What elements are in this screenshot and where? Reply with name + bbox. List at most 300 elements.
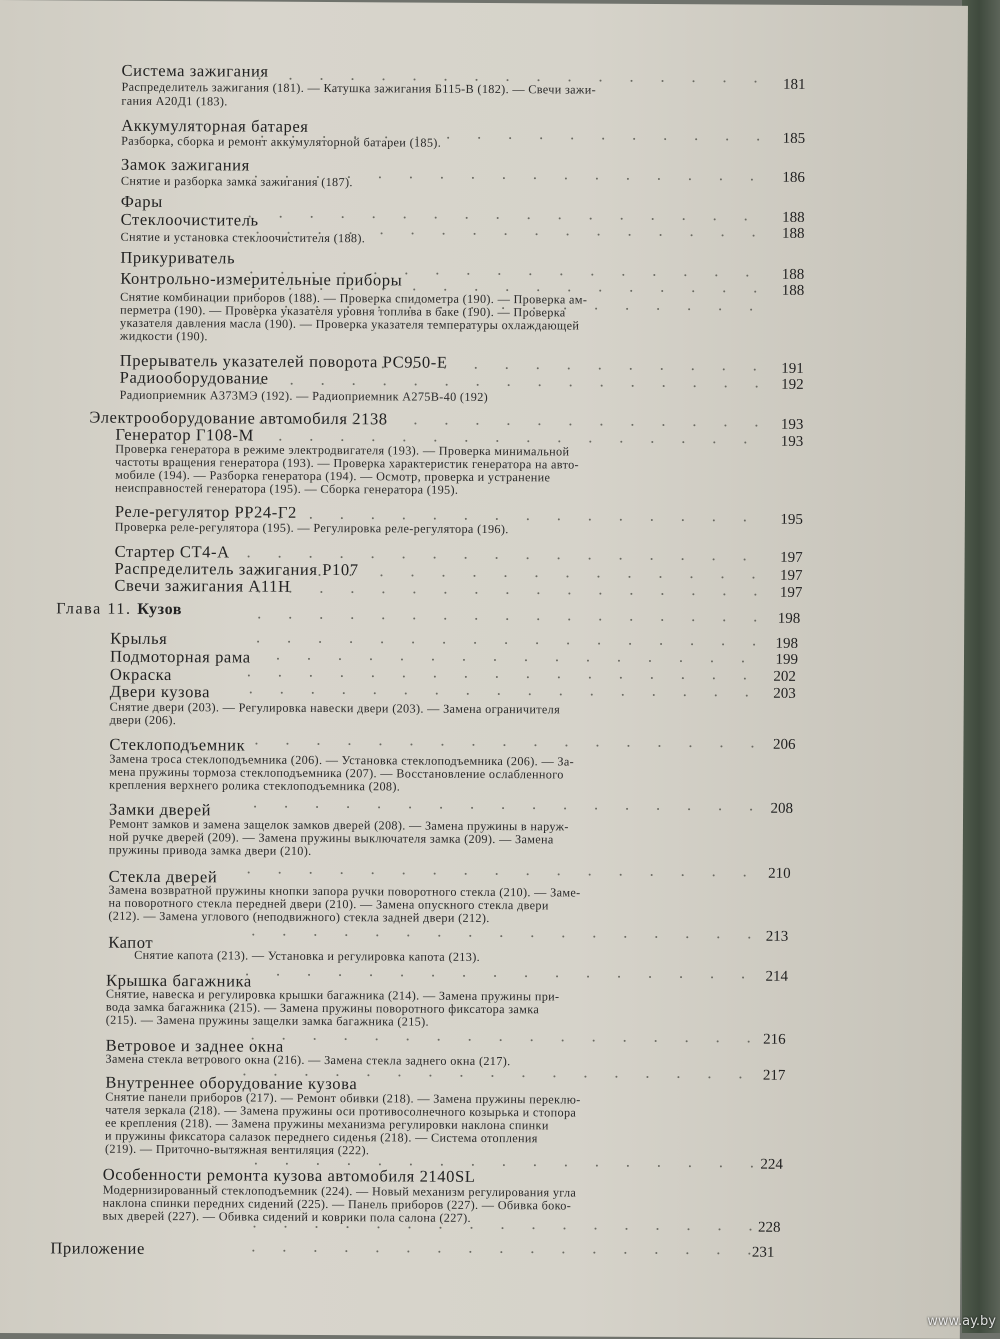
dot-leader <box>565 744 567 746</box>
dot-leader <box>531 1039 533 1041</box>
dot-leader <box>536 642 538 644</box>
dot-leader <box>429 1075 431 1077</box>
dot-leader <box>308 658 310 660</box>
dot-leader <box>744 442 746 444</box>
dot-leader <box>407 1251 409 1253</box>
dot-leader <box>618 976 620 978</box>
dot-leader <box>350 232 352 234</box>
dot-leader <box>630 368 632 370</box>
dot-leader <box>498 693 500 695</box>
dot-leader <box>435 217 437 219</box>
dot-leader <box>289 366 291 368</box>
dot-leader <box>723 619 725 621</box>
dot-leader <box>445 423 447 425</box>
dot-leader <box>320 366 322 368</box>
dot-leader <box>416 137 418 139</box>
dot-leader <box>477 384 479 386</box>
dot-leader <box>597 576 599 578</box>
dot-leader <box>723 368 725 370</box>
dot-leader <box>469 1251 471 1253</box>
dot-leader <box>589 519 591 521</box>
dot-leader <box>413 618 415 620</box>
dot-leader <box>660 643 662 645</box>
dot-leader <box>628 576 630 578</box>
dot-leader <box>595 308 597 310</box>
dot-leader <box>533 807 535 809</box>
toc-heading: Стеклоочиститель <box>121 210 259 231</box>
dot-leader <box>370 658 372 660</box>
dot-leader <box>288 641 290 643</box>
dot-leader <box>584 1076 586 1078</box>
dot-leader <box>714 218 716 220</box>
toc-page-number: 199 <box>758 652 798 669</box>
dot-leader <box>322 383 324 385</box>
dot-leader <box>413 289 415 291</box>
dot-leader <box>757 139 759 141</box>
dot-leader <box>594 1228 596 1230</box>
dot-leader <box>248 872 250 874</box>
dot-leader <box>649 660 651 662</box>
dot-leader <box>384 383 386 385</box>
toc-page-number: 192 <box>764 377 804 394</box>
toc-subitem: Снятие комбинации приборов (188). — Проверка спидометра (190). — Проверка ам- <box>120 291 587 307</box>
toc-subitem: Проверка реле-регулятора (195). — Регулировка реле-регулятора (196). <box>115 521 509 536</box>
dot-leader <box>502 1227 504 1229</box>
dot-leader <box>286 1163 288 1165</box>
dot-leader <box>622 694 624 696</box>
dot-leader <box>689 1165 691 1167</box>
toc-heading: Прерыватель указателей поворота РС950-Е <box>120 351 448 373</box>
dot-leader <box>720 1165 722 1167</box>
dot-leader <box>630 593 632 595</box>
dot-leader <box>254 1226 256 1228</box>
dot-leader <box>618 660 620 662</box>
dot-leader <box>279 517 281 519</box>
dot-leader <box>662 80 664 82</box>
dot-leader <box>534 177 536 179</box>
dot-leader <box>723 290 725 292</box>
toc-heading: Контрольно-измерительные приборы <box>120 269 402 291</box>
dot-leader <box>570 384 572 386</box>
dot-leader <box>631 424 633 426</box>
dot-leader <box>658 178 660 180</box>
dot-leader <box>722 234 724 236</box>
dot-leader <box>255 176 257 178</box>
toc-page-number: 188 <box>765 210 805 227</box>
dot-leader <box>382 591 384 593</box>
dot-leader <box>403 675 405 677</box>
dot-leader <box>739 1077 741 1079</box>
dot-leader <box>690 576 692 578</box>
dot-leader <box>751 179 753 181</box>
dot-leader <box>755 425 757 427</box>
dot-leader <box>411 575 413 577</box>
toc-subitem: вых дверей (227). — Обивка сидений и коврики пола салона (227). <box>103 1210 471 1225</box>
dot-leader <box>279 439 281 441</box>
dot-leader <box>686 1040 688 1042</box>
dot-leader <box>444 367 446 369</box>
dot-leader <box>474 233 476 235</box>
dot-leader <box>556 659 558 661</box>
dot-leader <box>507 423 509 425</box>
dot-leader <box>566 575 568 577</box>
dot-leader <box>403 872 405 874</box>
dot-leader <box>343 692 345 694</box>
dot-leader <box>373 216 375 218</box>
dot-leader <box>412 642 414 644</box>
dot-leader <box>751 746 753 748</box>
dot-leader <box>503 177 505 179</box>
dot-leader <box>379 743 381 745</box>
dot-leader <box>507 79 509 81</box>
dot-leader <box>750 809 752 811</box>
dot-leader <box>310 517 312 519</box>
dot-leader <box>689 745 691 747</box>
dot-leader <box>540 137 542 139</box>
dot-leader <box>434 440 436 442</box>
dot-leader <box>382 617 384 619</box>
dot-leader <box>620 519 622 521</box>
dot-leader <box>413 367 415 369</box>
dot-leader <box>351 366 353 368</box>
dot-leader <box>687 1228 689 1230</box>
dot-leader <box>753 235 755 237</box>
dot-leader <box>465 873 467 875</box>
toc-subitem: вода замка багажника (215). — Замена пружины поворотного фиксатора замка <box>106 1001 539 1017</box>
dot-leader <box>569 79 571 81</box>
dot-leader <box>259 78 261 80</box>
dot-leader <box>715 274 717 276</box>
dot-leader <box>749 1229 751 1231</box>
toc-subitem: мобиле (194). — Разборка генератора (194). — Осмотр, проверка и устранение <box>115 469 550 485</box>
dot-leader <box>646 1076 648 1078</box>
dot-leader <box>497 217 499 219</box>
dot-leader <box>342 216 344 218</box>
toc-subitem: неисправностей генератора (195). — Сборка генератора (195). <box>115 482 458 497</box>
dot-leader <box>713 441 715 443</box>
toc-page-number: 208 <box>753 801 793 818</box>
dot-leader <box>434 557 436 559</box>
dot-leader <box>252 1250 254 1252</box>
toc-heading: Подмоторная рама <box>110 647 251 668</box>
dot-leader <box>568 367 570 369</box>
dot-leader <box>713 874 715 876</box>
dot-leader <box>627 178 629 180</box>
toc-page-number: 210 <box>751 866 791 883</box>
dot-leader <box>692 290 694 292</box>
toc-page-number: 197 <box>762 568 802 585</box>
dot-leader <box>722 643 724 645</box>
dot-leader <box>372 872 374 874</box>
dot-leader <box>508 384 510 386</box>
dot-leader <box>446 384 448 386</box>
dot-leader <box>258 366 260 368</box>
dot-leader <box>745 219 747 221</box>
dot-leader <box>615 1076 617 1078</box>
dot-leader <box>565 1164 567 1166</box>
dot-leader <box>564 807 566 809</box>
dot-leader <box>261 136 263 138</box>
dot-leader <box>281 272 283 274</box>
dot-leader <box>498 273 500 275</box>
dot-leader <box>694 385 696 387</box>
dot-leader <box>378 806 380 808</box>
toc-heading: Внутреннее оборудование кузова <box>105 1073 357 1095</box>
dot-leader <box>529 273 531 275</box>
toc-page-number: 213 <box>748 929 788 946</box>
dot-leader <box>538 423 540 425</box>
dot-leader <box>746 275 748 277</box>
dot-leader <box>440 807 442 809</box>
dot-leader <box>345 1038 347 1040</box>
dot-leader <box>310 675 312 677</box>
dot-leader <box>500 1039 502 1041</box>
dot-leader <box>553 1075 555 1077</box>
dot-leader <box>471 807 473 809</box>
toc-subitem: Снятие двери (203). — Регулировка навески двери (203). — Замена ограничителя <box>110 701 560 717</box>
dot-leader <box>436 693 438 695</box>
dot-leader <box>287 574 289 576</box>
toc-subitem: Снятие капота (213). — Установка и регулировка капота (213). <box>134 949 480 964</box>
dot-leader <box>310 872 312 874</box>
dot-leader <box>308 974 310 976</box>
dot-leader <box>744 559 746 561</box>
dot-leader <box>629 234 631 236</box>
dot-leader <box>750 309 752 311</box>
dot-leader <box>531 935 533 937</box>
dot-leader <box>620 441 622 443</box>
dot-leader <box>336 1074 338 1076</box>
dot-leader <box>343 272 345 274</box>
dot-leader <box>624 1040 626 1042</box>
dot-leader <box>320 591 322 593</box>
dot-leader <box>664 138 666 140</box>
dot-leader <box>290 422 292 424</box>
dot-leader <box>744 520 746 522</box>
dot-leader <box>279 675 281 677</box>
dot-leader <box>568 592 570 594</box>
toc-page-number: 231 <box>734 1245 774 1262</box>
toc-heading: Прикуриватель <box>120 248 235 269</box>
dot-leader <box>310 556 312 558</box>
toc-subitem: двери (206). <box>110 714 177 727</box>
dot-leader <box>353 383 355 385</box>
toc-page-number: 188 <box>764 267 804 284</box>
dot-leader <box>559 217 561 219</box>
dot-leader <box>257 641 259 643</box>
toc-section-heading: Электрооборудование автомобиля 2138 <box>89 408 387 430</box>
dot-leader <box>319 232 321 234</box>
dot-leader <box>345 1250 347 1252</box>
dot-leader <box>528 217 530 219</box>
dot-leader <box>527 518 529 520</box>
dot-leader <box>305 1074 307 1076</box>
dot-leader <box>248 675 250 677</box>
dot-leader <box>562 1039 564 1041</box>
dot-leader <box>556 975 558 977</box>
dot-leader <box>443 642 445 644</box>
dot-leader <box>372 675 374 677</box>
dot-leader <box>622 274 624 276</box>
dot-leader <box>321 422 323 424</box>
dot-leader <box>527 676 529 678</box>
toc-subitem: Ремонт замков и замена защелок замков дверей (208). — Замена пружины в наруж- <box>109 818 569 834</box>
dot-leader <box>463 659 465 661</box>
toc-subitem: Радиоприемник А373МЭ (192). — Радиоприемник А275В-40 (192) <box>120 389 489 404</box>
dot-leader <box>751 1166 753 1168</box>
dot-leader <box>317 176 319 178</box>
dot-leader <box>525 975 527 977</box>
dot-leader <box>599 593 601 595</box>
dot-leader <box>465 557 467 559</box>
dot-leader <box>254 806 256 808</box>
dot-leader <box>596 745 598 747</box>
dot-leader <box>434 873 436 875</box>
dot-leader <box>290 78 292 80</box>
dot-leader <box>591 274 593 276</box>
dot-leader <box>753 644 755 646</box>
dot-leader <box>500 935 502 937</box>
toc-page-number: 214 <box>748 969 788 986</box>
dot-leader <box>754 291 756 293</box>
toc-subitem: Модернизированный стеклоподъемник (224). — Новый механизм регулирования угла <box>103 1184 577 1200</box>
dot-leader <box>314 1038 316 1040</box>
dot-leader <box>350 641 352 643</box>
dot-leader <box>473 575 475 577</box>
dot-leader <box>255 743 257 745</box>
dot-leader <box>404 216 406 218</box>
dot-leader <box>562 1251 564 1253</box>
dot-leader <box>713 558 715 560</box>
dot-leader <box>686 1252 688 1254</box>
dot-leader <box>345 934 347 936</box>
toc-page-number: 216 <box>746 1032 786 1049</box>
dot-leader <box>341 872 343 874</box>
dot-leader <box>655 936 657 938</box>
dot-leader <box>258 591 260 593</box>
dot-leader <box>496 676 498 678</box>
toc-subitem: перметра (190). — Проверка указателя уровня топлива в баке (190). — Проверка <box>120 304 566 320</box>
dot-leader <box>476 79 478 81</box>
dot-leader <box>381 641 383 643</box>
dot-leader <box>280 216 282 218</box>
dot-leader <box>374 692 376 694</box>
toc-subitem: (212). — Замена углового (неподвижного) стекла задней двери (212). <box>108 910 489 925</box>
dot-leader <box>651 874 653 876</box>
dot-leader <box>717 1252 719 1254</box>
dot-leader <box>558 557 560 559</box>
dot-leader <box>316 1226 318 1228</box>
toc-page-number: 191 <box>764 361 804 378</box>
toc-heading: Стартер СТ4-А <box>115 542 230 563</box>
dot-leader <box>661 593 663 595</box>
dot-leader <box>718 1228 720 1230</box>
dot-leader <box>476 423 478 425</box>
dot-leader <box>527 873 529 875</box>
toc-page-number: 224 <box>743 1157 783 1174</box>
toc-subitem: крепления верхнего ролика стеклоподъемника (208). <box>109 779 400 794</box>
dot-leader <box>409 1227 411 1229</box>
dot-leader <box>754 620 756 622</box>
dot-leader <box>689 178 691 180</box>
toc-page-number: 203 <box>756 686 796 703</box>
dot-leader <box>256 574 258 576</box>
dot-leader <box>651 519 653 521</box>
dot-leaders <box>0 0 968 6</box>
dot-leader <box>348 176 350 178</box>
toc-page-number: 188 <box>765 226 805 243</box>
dot-leader <box>383 422 385 424</box>
dot-leader <box>341 556 343 558</box>
toc-page-number: 186 <box>765 170 805 187</box>
dot-leader <box>444 618 446 620</box>
dot-leader <box>243 1074 245 1076</box>
dot-leader <box>652 218 654 220</box>
dot-leader <box>352 422 354 424</box>
toc-heading: Система зажигания <box>122 61 269 82</box>
dot-leader <box>692 619 694 621</box>
dot-leader <box>658 745 660 747</box>
dot-leader <box>349 574 351 576</box>
dot-leader <box>312 272 314 274</box>
dot-leader <box>536 233 538 235</box>
dot-leader <box>717 936 719 938</box>
dot-leader <box>286 176 288 178</box>
dot-leader <box>651 441 653 443</box>
dot-leader <box>590 218 592 220</box>
toc-heading: Фары <box>121 192 163 212</box>
dot-leader <box>442 575 444 577</box>
dot-leader <box>658 1165 660 1167</box>
dot-leader <box>503 1164 505 1166</box>
dot-leader <box>258 288 260 290</box>
dot-leader <box>292 136 294 138</box>
dot-leader <box>653 274 655 276</box>
dot-leader <box>415 384 417 386</box>
dot-leader <box>472 1164 474 1166</box>
dot-leader <box>682 441 684 443</box>
dot-leader <box>537 618 539 620</box>
dot-leader <box>412 233 414 235</box>
toc-subitem: Снятие панели приборов (217). — Ремонт обивки (218). — Замена пружины переклю- <box>105 1091 580 1107</box>
toc-subitem: Замена возвратной пружины кнопки запора ручки поворотного стекла (210). — Заме- <box>109 884 581 900</box>
dot-leader <box>688 308 690 310</box>
dot-leader <box>414 79 416 81</box>
dot-leader <box>277 974 279 976</box>
dot-leader <box>688 808 690 810</box>
dot-leader <box>379 176 381 178</box>
dot-leader <box>682 874 684 876</box>
dot-leader <box>591 694 593 696</box>
dot-leader <box>726 138 728 140</box>
dot-leader <box>469 935 471 937</box>
dot-leader <box>509 137 511 139</box>
dot-leader <box>625 1228 627 1230</box>
dot-leader <box>677 1076 679 1078</box>
dot-leader <box>279 556 281 558</box>
dot-leader <box>600 424 602 426</box>
dot-leader <box>378 1226 380 1228</box>
dot-leader <box>283 934 285 936</box>
dot-leader <box>711 660 713 662</box>
dot-leader <box>447 137 449 139</box>
dot-leader <box>596 1165 598 1167</box>
dot-leader <box>693 424 695 426</box>
dot-leader <box>682 677 684 679</box>
dot-leader <box>409 807 411 809</box>
dot-leader <box>472 744 474 746</box>
dot-leader <box>401 658 403 660</box>
